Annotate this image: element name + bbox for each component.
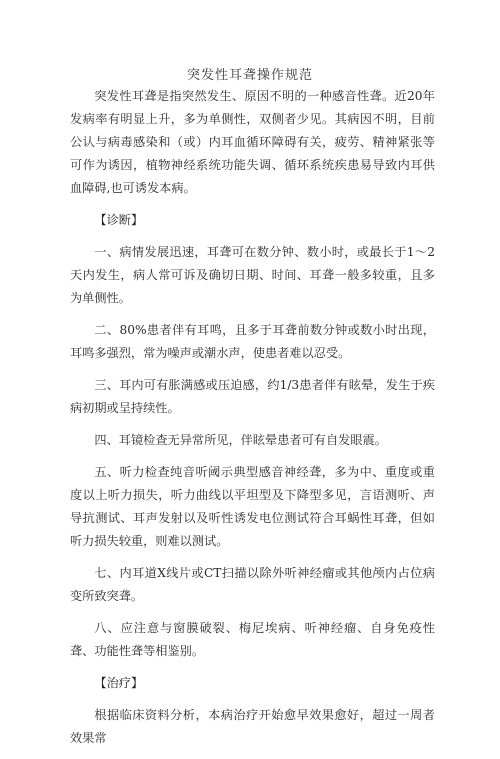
diagnosis-item-4: 四、耳镜检查无异常所见，伴眩晕患者可有自发眼震。 xyxy=(94,433,387,447)
diagnosis-item-5: 五、听力检查纯音听阈示典型感音神经聋，多为中、重度或重度以上听力损失，听力曲线以平坦型及下降型多见，言语测听、声导抗测试、耳声发射以及听性诱发电位测试符合耳蜗性耳聋，但如听力损失较重，则难以测试。 xyxy=(70,465,435,548)
document-body xyxy=(70,85,435,759)
treatment-paragraph: 根据临床资料分析，本病治疗开始愈早效果愈好，超过一周者效果常 xyxy=(70,708,435,745)
diagnosis-item-2: 二、80%患者伴有耳鸣，且多于耳聋前数分钟或数小时出现，耳鸣多强烈，常为噪声或潮水声，使患者难以忍受。 xyxy=(70,323,435,360)
diagnosis-item-7: 七、内耳道X线片或CT扫描以除外听神经瘤或其他颅内占位病变所致突聋。 xyxy=(70,566,435,603)
treatment-heading: 【治疗】 xyxy=(94,676,144,690)
diagnosis-item-3: 三、耳内可有胀满感或压迫感，约1/3患者伴有眩晕，发生于疾病初期或呈持续性。 xyxy=(70,378,435,415)
diagnosis-heading: 【诊断】 xyxy=(94,213,144,227)
diagnosis-item-1: 一、病情发展迅速，耳聋可在数分钟、数小时，或最长于1～2天内发生，病人常可诉及确切日期、时间、耳聋一般多较重，且多为单侧性。 xyxy=(70,245,435,305)
document-title: 突发性耳聋操作规范 xyxy=(186,68,313,83)
diagnosis-item-8: 八、应注意与窗膜破裂、梅尼埃病、听神经瘤、自身免疫性聋、功能性聋等相鉴别。 xyxy=(70,621,435,658)
intro-paragraph: 突发性耳聋是指突然发生、原因不明的一种感音性聋。近20年发病率有明显上升，多为单侧性，双侧者少见。其病因不明，目前公认与病毒感染和（或）内耳血循环障碍有关，疲劳、精神紧张等可作为诱因，植物神经系统功能失调、循环系统疾患易导致内耳供血障碍,也可诱发本病。 xyxy=(70,89,435,195)
